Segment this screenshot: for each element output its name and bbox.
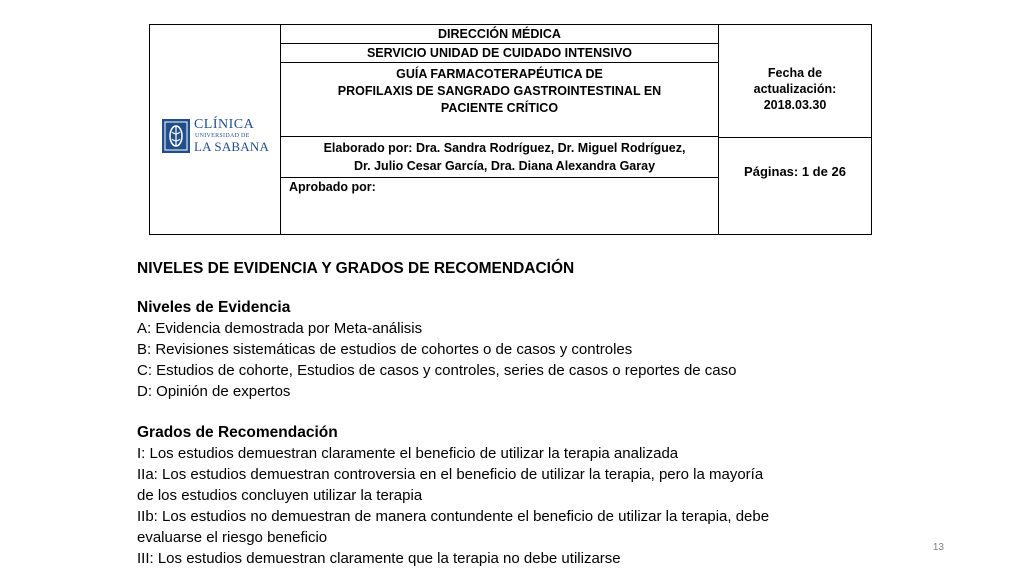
- guide-title-line-3: PACIENTE CRÍTICO: [440, 101, 559, 115]
- pages-count: Páginas: 1 de 26: [744, 164, 846, 179]
- recommendation-item: IIa: Los estudios demuestran controversia en el beneficio de utilizar la terapia, pero la mayoría: [137, 466, 764, 483]
- recommendation-item: III: Los estudios demuestran claramente que la terapia no debe utilizarse: [137, 550, 621, 567]
- recommendation-item: de los estudios concluyen utilizar la terapia: [137, 487, 423, 504]
- evidence-item: B: Revisiones sistemáticas de estudios de cohortes o de casos y controles: [137, 341, 633, 358]
- approved-by-row: [281, 178, 718, 234]
- logo-text: [194, 118, 269, 153]
- update-date-cell: [719, 25, 871, 138]
- prepared-by-line-2: Dr. Julio Cesar García, Dra. Diana Alexandra Garay: [353, 159, 656, 173]
- recommendation-item: evaluarse el riesgo beneficio: [137, 529, 328, 546]
- pages-cell: [719, 138, 871, 234]
- header-right-cell: [719, 25, 871, 234]
- guide-title-row: [281, 63, 718, 137]
- evidence-item: A: Evidencia demostrada por Meta-análisis: [137, 320, 423, 337]
- evidence-levels-heading: Niveles de Evidencia: [137, 299, 291, 316]
- direction-row: [281, 25, 718, 44]
- header-middle-cell: [281, 25, 719, 234]
- guide-title-line-1: GUÍA FARMACOTERAPÉUTICA DE: [396, 67, 603, 81]
- prepared-by-line-1: Elaborado por: Dra. Sandra Rodríguez, Dr. Miguel Rodríguez,: [323, 141, 686, 155]
- update-label-line-1: Fecha de: [767, 66, 823, 80]
- update-label-line-2: actualización:: [753, 82, 837, 96]
- prepared-by-row: [281, 137, 718, 178]
- direction-text: DIRECCIÓN MÉDICA: [438, 27, 561, 41]
- recommendation-item: IIb: Los estudios no demuestran de manera contundente el beneficio de utilizar la terapia, debe: [137, 508, 770, 525]
- logo-cell: [150, 25, 281, 234]
- shield-emblem-icon: [161, 118, 191, 154]
- logo-line-3: LA SABANA: [193, 139, 270, 154]
- evidence-item: D: Opinión de expertos: [137, 383, 291, 400]
- service-row: [281, 44, 718, 63]
- evidence-item: C: Estudios de cohorte, Estudios de casos y controles, series de casos o reportes de caso: [137, 362, 737, 379]
- recommendation-grades-heading: Grados de Recomendación: [137, 424, 338, 441]
- service-text: SERVICIO UNIDAD DE CUIDADO INTENSIVO: [366, 46, 633, 60]
- logo-line-2: UNIVERSIDAD DE: [194, 133, 250, 139]
- page-number: 13: [932, 542, 944, 553]
- section-spacer: [137, 402, 877, 422]
- clinic-logo: [161, 118, 269, 154]
- document-body: [137, 258, 877, 569]
- section-title: NIVELES DE EVIDENCIA Y GRADOS DE RECOMENDACIÓN: [137, 260, 575, 277]
- approved-by-label: Aprobado por:: [289, 180, 376, 194]
- recommendation-item: I: Los estudios demuestran claramente el beneficio de utilizar la terapia analizada: [137, 445, 679, 462]
- document-header-table: [149, 24, 872, 235]
- logo-line-1: CLÍNICA: [193, 117, 255, 132]
- update-date: 2018.03.30: [763, 98, 827, 112]
- guide-title-line-2: PROFILAXIS DE SANGRADO GASTROINTESTINAL EN: [337, 84, 662, 98]
